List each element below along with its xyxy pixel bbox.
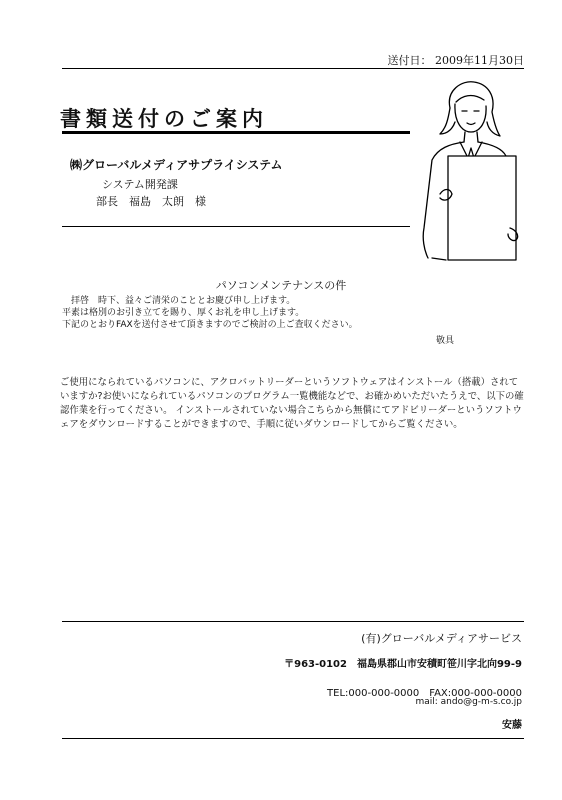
header-divider — [62, 68, 524, 69]
closing-keigu: 敬具 — [436, 336, 455, 346]
greeting-line: 拝啓 時下、益々ご清栄のこととお慶び申し上げます。 — [62, 296, 296, 306]
sender-email: mail: ando@g-m-s.co.jp — [415, 697, 522, 707]
subject-line: パソコンメンテナンスの件 — [215, 279, 347, 292]
sender-tel-fax: TEL:000-000-0000 FAX:000-000-0000 — [327, 688, 522, 699]
recipient-company: ㈱グローバルメディアサプライシステム — [70, 158, 283, 172]
sender-company: (有)グローバルメディアサービス — [361, 632, 522, 645]
recipient-department: システム開発課 — [102, 178, 178, 191]
recipient-person: 部長 福島 太朗 様 — [96, 195, 206, 208]
woman-holding-board-illustration — [410, 78, 528, 278]
sender-name: 安藤 — [502, 720, 522, 731]
body-paragraph: ご使用になられているパソコンに、アクロバットリーダーというソフトウェアはインストール（搭載）されていますか?お使いになられているパソコンのプログラム一覧機能などで、お確かめいただいたうえで、以下の確認作業を行ってください。 インストールされていない場合こちらから無償にてアドビリーダーというソフトウェアをダウンロードすることができますので、手順に従いダウンロードしてからご覧ください。 — [60, 377, 524, 430]
sender-top-divider — [62, 621, 524, 622]
greeting-line: 下記のとおりFAXを送付させて頂きますのでご検討の上ご査収ください。 — [62, 320, 358, 330]
sender-address: 〒963-0102 福島県郡山市安積町笹川字北向99-9 — [284, 659, 522, 670]
greeting-line: 平素は格別のお引き立てを賜り、厚くお礼を申し上げます。 — [62, 308, 305, 318]
send-date: 送付日： 2009年11月30日 — [387, 54, 524, 67]
sender-bottom-divider — [62, 738, 524, 739]
greeting-paragraph — [62, 295, 532, 331]
document-title: 書類送付のご案内 — [60, 106, 268, 131]
